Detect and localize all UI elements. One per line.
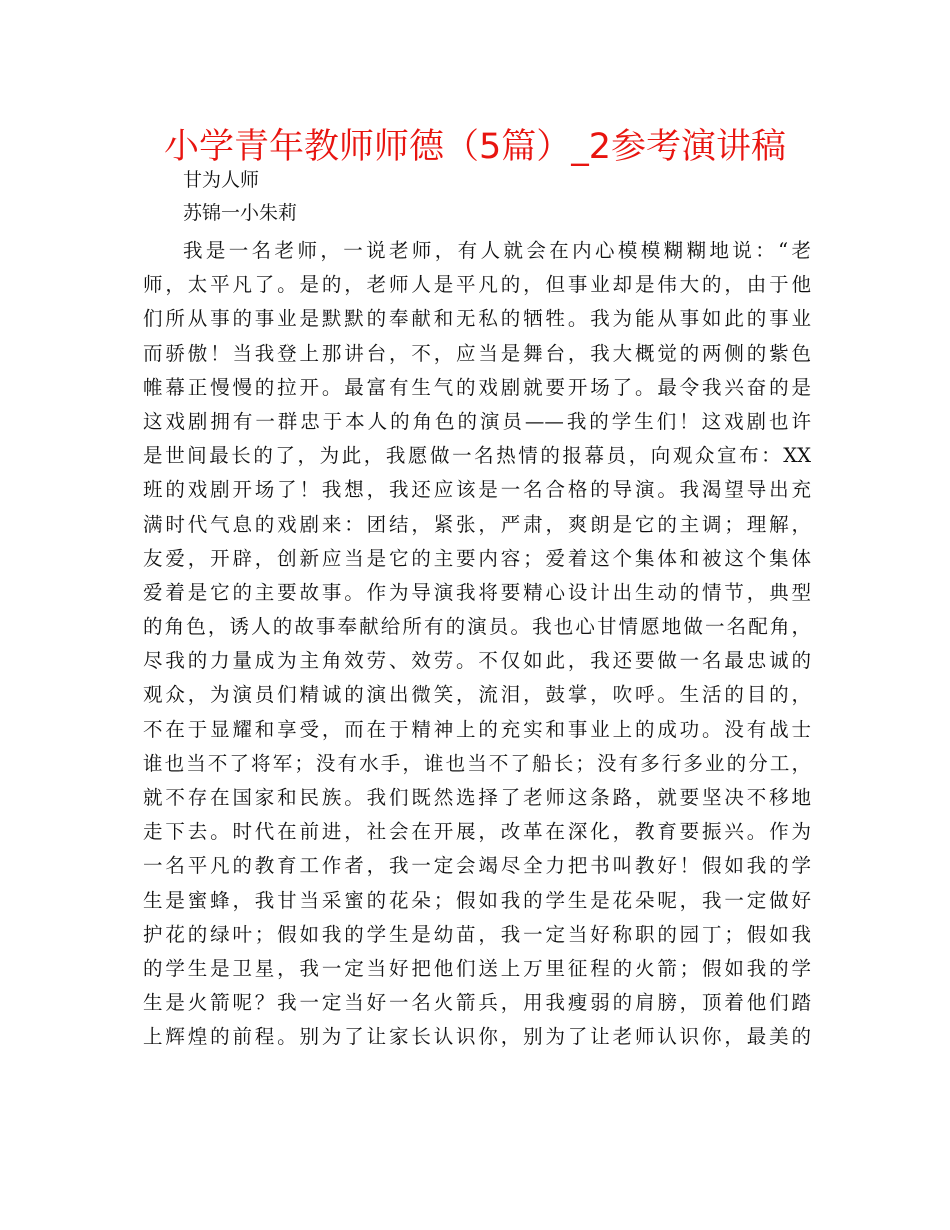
text-line: 们所从事的事业是默默的奉献和无私的牺牲。我为能从事如此的事业: [143, 307, 811, 331]
text-line: 友爱，开辟，创新应当是它的主要内容；爱着这个集体和被这个集体: [143, 546, 811, 570]
text-line: 生是蜜蜂，我甘当采蜜的花朵；假如我的学生是花朵呢，我一定做好: [143, 888, 811, 912]
text-line: 的角色，诱人的故事奉献给所有的演员。我也心甘情愿地做一名配角，: [143, 615, 811, 639]
author-line: 苏锦一小朱莉: [183, 202, 298, 224]
text-line: 是世间最长的了，为此，我愿做一名热情的报幕员，向观众宣布：XX: [143, 444, 811, 468]
text-line: 爱着是它的主要故事。作为导演我将要精心设计出生动的情节，典型: [143, 580, 811, 604]
text-line: 走下去。时代在前进，社会在开展，改革在深化，教育要振兴。作为: [143, 820, 811, 844]
text-line: 师，太平凡了。是的，老师人是平凡的，但事业却是伟大的，由于他: [143, 273, 811, 297]
text-line: 上辉煌的前程。别为了让家长认识你，别为了让老师认识你，最美的: [143, 1025, 811, 1049]
document-title: 小学青年教师师德（5篇）_2参考演讲稿: [163, 127, 787, 167]
text-line: 尽我的力量成为主角效劳、效劳。不仅如此，我还要做一名最忠诚的: [143, 649, 811, 673]
text-line: 而骄傲！当我登上那讲台，不，应当是舞台，我大概觉的两侧的紫色: [143, 341, 811, 365]
text-line: 这戏剧拥有一群忠于本人的角色的演员——我的学生们！这戏剧也许: [143, 409, 811, 433]
text-line: 满时代气息的戏剧来：团结，紧张，严肃，爽朗是它的主调；理解，: [143, 512, 811, 536]
text-line: 观众，为演员们精诚的演出微笑，流泪，鼓掌，吹呼。生活的目的，: [143, 683, 811, 707]
text-line: 护花的绿叶；假如我的学生是幼苗，我一定当好称职的园丁；假如我: [143, 922, 811, 946]
text-line: 班的戏剧开场了！我想，我还应该是一名合格的导演。我渴望导出充: [143, 478, 811, 502]
body-paragraph: [143, 234, 811, 1055]
speech-subtitle: 甘为人师: [183, 169, 260, 191]
text-line: 我是一名老师，一说老师，有人就会在内心模模糊糊地说：“老: [183, 239, 811, 262]
text-line: 不在于显耀和享受，而在于精神上的充实和事业上的成功。没有战士: [143, 717, 811, 741]
text-line: 就不存在国家和民族。我们既然选择了老师这条路，就要坚决不移地: [143, 786, 811, 809]
text-line: 生是火箭呢？我一定当好一名火箭兵，用我瘦弱的肩膀，顶着他们踏: [143, 991, 811, 1015]
text-line: 帷幕正慢慢的拉开。最富有生气的戏剧就要开场了。最令我兴奋的是: [143, 375, 811, 399]
text-line: 一名平凡的教育工作者，我一定会竭尽全力把书叫教好！假如我的学: [143, 854, 811, 878]
text-line: 的学生是卫星，我一定当好把他们送上万里征程的火箭；假如我的学: [143, 956, 811, 980]
text-line: 谁也当不了将军；没有水手，谁也当不了船长；没有多行多业的分工，: [143, 751, 811, 775]
